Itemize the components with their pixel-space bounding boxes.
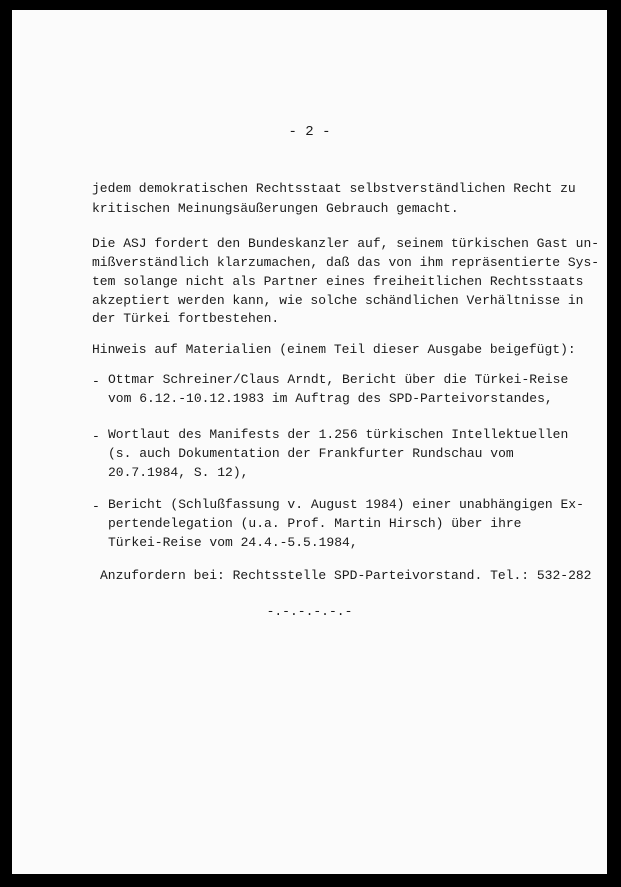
paragraph-2-line: der Türkei fortbestehen. xyxy=(92,311,280,326)
list-item-line: vom 6.12.-10.12.1983 im Auftrag des SPD-Parteivorstandes, xyxy=(108,391,553,406)
list-item-line: 20.7.1984, S. 12), xyxy=(108,465,249,480)
page-number: - 2 - xyxy=(288,124,331,140)
list-item-dash: - xyxy=(92,374,100,389)
list-item-line: (s. auch Dokumentation der Frankfurter Rundschau vom xyxy=(108,446,514,461)
materials-intro: Hinweis auf Materialien (einem Teil dieser Ausgabe beigefügt): xyxy=(92,342,576,357)
order-info: Anzufordern bei: Rechtsstelle SPD-Parteivorstand. Tel.: 532-282 xyxy=(100,568,592,583)
paragraph-1-line: kritischen Meinungsäußerungen Gebrauch gemacht. xyxy=(92,201,459,216)
paragraph-2-line: tem solange nicht als Partner eines freiheitlichen Rechtsstaats xyxy=(92,274,584,289)
document-page xyxy=(12,10,607,874)
list-item-line: pertendelegation (u.a. Prof. Martin Hirsch) über ihre xyxy=(108,516,522,531)
list-item-line: Ottmar Schreiner/Claus Arndt, Bericht über die Türkei-Reise xyxy=(108,372,569,387)
list-item-line: Wortlaut des Manifests der 1.256 türkischen Intellektuellen xyxy=(108,427,569,442)
paragraph-2-line: Die ASJ fordert den Bundeskanzler auf, seinem türkischen Gast un- xyxy=(92,236,600,251)
list-item-line: Türkei-Reise vom 24.4.-5.5.1984, xyxy=(108,535,358,550)
paragraph-1-line: jedem demokratischen Rechtsstaat selbstverständlichen Recht zu xyxy=(92,181,576,196)
list-item-dash: - xyxy=(92,499,100,514)
list-item-dash: - xyxy=(92,429,100,444)
paragraph-2-line: mißverständlich klarzumachen, daß das von ihm repräsentierte Sys- xyxy=(92,255,600,270)
list-item-line: Bericht (Schlußfassung v. August 1984) einer unabhängigen Ex- xyxy=(108,497,584,512)
end-mark: -.-.-.-.-.- xyxy=(266,604,353,619)
paragraph-2-line: akzeptiert werden kann, wie solche schändlichen Verhältnisse in xyxy=(92,293,584,308)
